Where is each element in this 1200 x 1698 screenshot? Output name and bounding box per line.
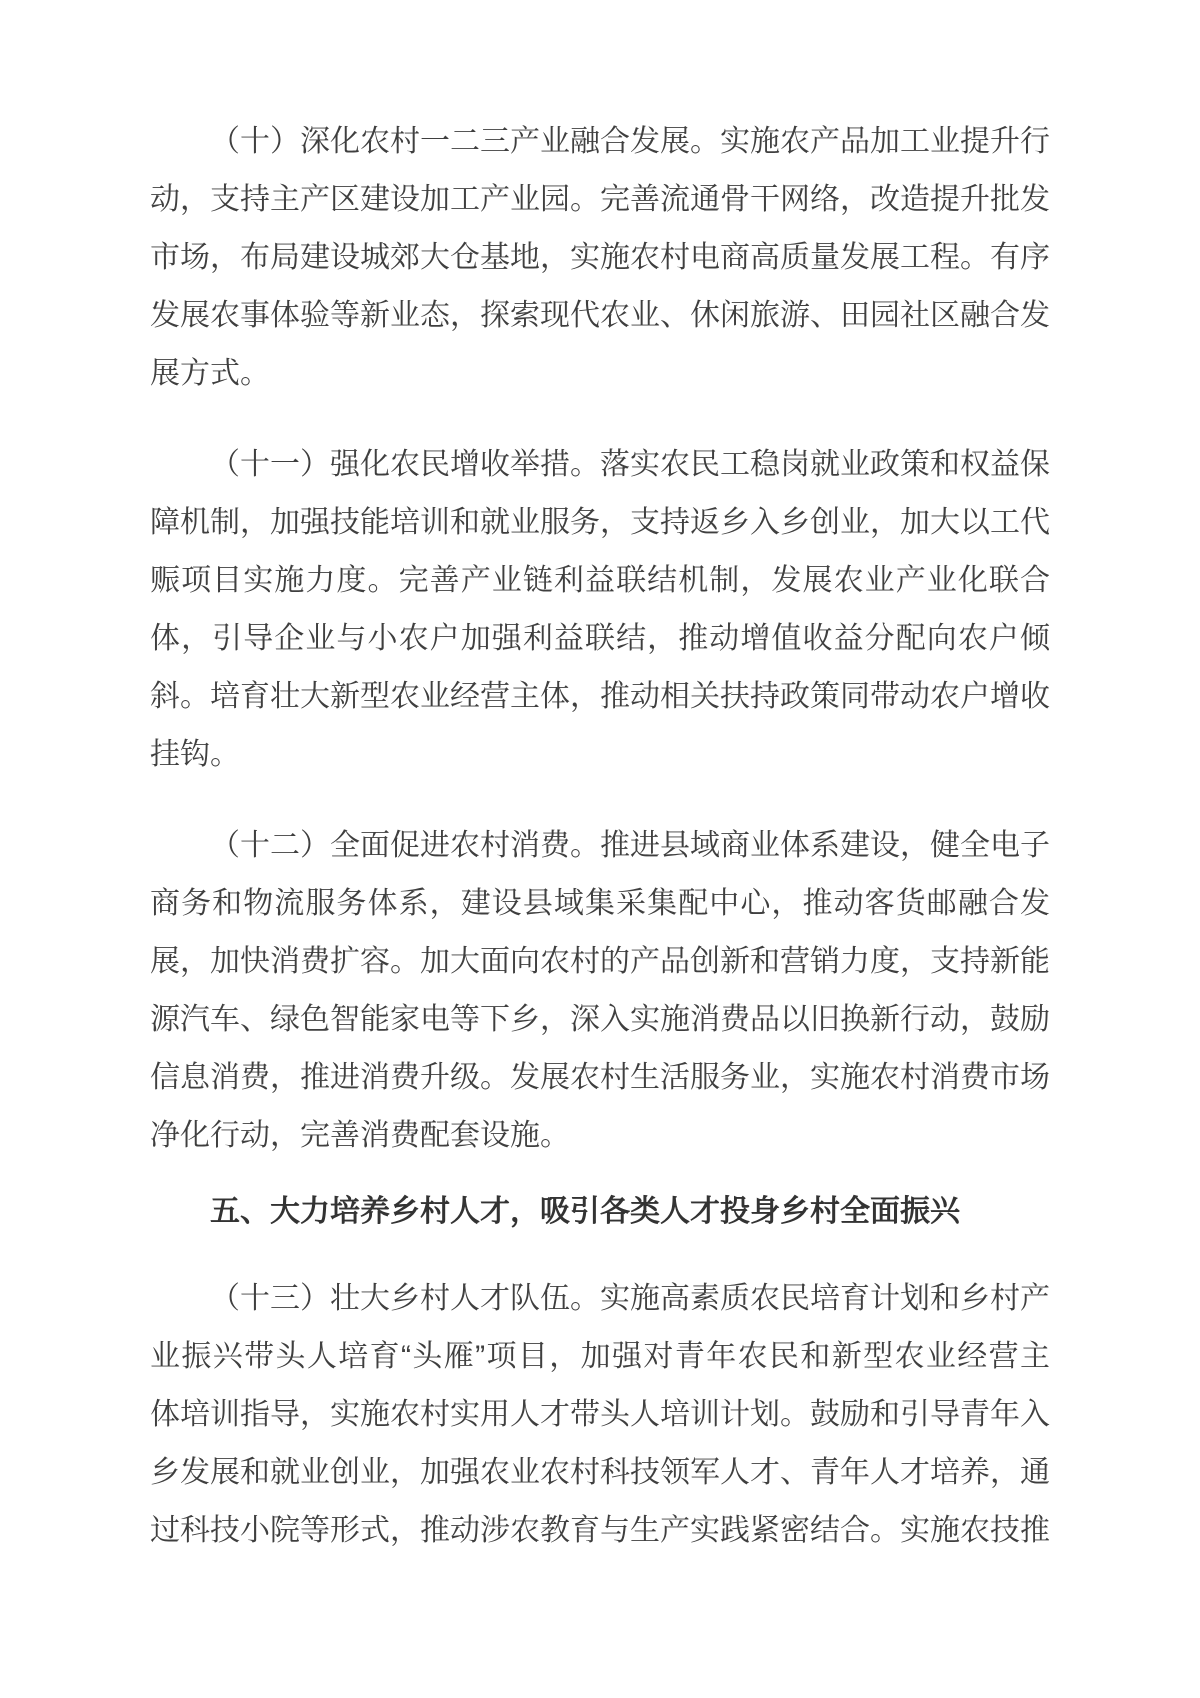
text-line: 过科技小院等形式，推动涉农教育与生产实践紧密结合。实施农技推 <box>150 1514 1050 1547</box>
text-line: 净化行动，完善消费配套设施。 <box>150 1119 570 1152</box>
text-line: 信息消费，推进消费升级。发展农村生活服务业，实施农村消费市场 <box>150 1061 1050 1094</box>
text-line: （十）深化农村一二三产业融合发展。实施农产品加工业提升行 <box>210 125 1050 158</box>
text-line: 展，加快消费扩容。加大面向农村的产品创新和营销力度，支持新能 <box>150 945 1050 978</box>
text-line: 挂钩。 <box>150 738 240 771</box>
text-line: 商务和物流服务体系，建设县域集采集配中心，推动客货邮融合发 <box>150 887 1050 920</box>
text-line: 展方式。 <box>150 357 270 390</box>
text-line: 乡发展和就业创业，加强农业农村科技领军人才、青年人才培养，通 <box>150 1456 1050 1489</box>
paragraph-11 <box>150 436 1050 784</box>
text-line: 市场，布局建设城郊大仓基地，实施农村电商高质量发展工程。有序 <box>150 241 1050 274</box>
section-heading-text: 五、大力培养乡村人才，吸引各类人才投身乡村全面振兴 <box>210 1195 960 1228</box>
text-line: 发展农事体验等新业态，探索现代农业、休闲旅游、田园社区融合发 <box>150 299 1050 332</box>
text-line: 动，支持主产区建设加工产业园。完善流通骨干网络，改造提升批发 <box>150 183 1050 216</box>
text-line: 障机制，加强技能培训和就业服务，支持返乡入乡创业，加大以工代 <box>150 506 1050 539</box>
paragraph-12 <box>150 817 1050 1165</box>
document-body <box>150 113 1050 1560</box>
text-line: （十三）壮大乡村人才队伍。实施高素质农民培育计划和乡村产 <box>210 1282 1050 1315</box>
paragraph-13 <box>150 1270 1050 1560</box>
text-line: （十二）全面促进农村消费。推进县域商业体系建设，健全电子 <box>210 829 1050 862</box>
text-line: 体，引导企业与小农户加强利益联结，推动增值收益分配向农户倾 <box>150 622 1050 655</box>
text-line: 业振兴带头人培育“头雁”项目，加强对青年农民和新型农业经营主 <box>150 1340 1050 1373</box>
paragraph-10 <box>150 113 1050 403</box>
text-line: 斜。培育壮大新型农业经营主体，推动相关扶持政策同带动农户增收 <box>150 680 1050 713</box>
text-line: （十一）强化农民增收举措。落实农民工稳岗就业政策和权益保 <box>210 448 1050 481</box>
text-line: 体培训指导，实施农村实用人才带头人培训计划。鼓励和引导青年入 <box>150 1398 1050 1431</box>
section-heading-5 <box>150 1183 1050 1241</box>
text-line: 赈项目实施力度。完善产业链利益联结机制，发展农业产业化联合 <box>150 564 1050 597</box>
text-line: 源汽车、绿色智能家电等下乡，深入实施消费品以旧换新行动，鼓励 <box>150 1003 1050 1036</box>
